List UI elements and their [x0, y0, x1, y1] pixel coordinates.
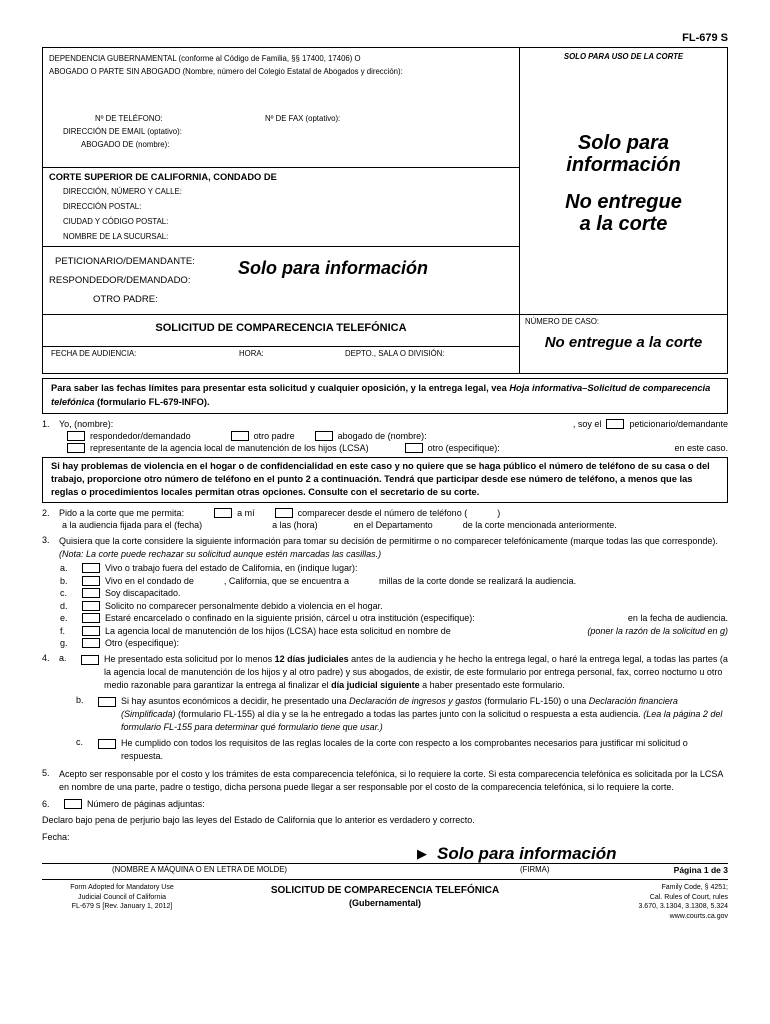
item-3-intro — [59, 535, 728, 561]
deadline-notice — [42, 378, 728, 414]
case-number-label: NÚMERO DE CASO: — [525, 317, 600, 326]
superior-court-label: CORTE SUPERIOR DE CALIFORNIA, CONDADO DE — [49, 172, 277, 182]
title-cell — [43, 315, 520, 373]
attorney-info-section — [43, 48, 519, 168]
item-3 — [42, 535, 728, 649]
item-2-intro: Pido a la corte que me permita: — [59, 507, 185, 518]
item-4a-bold2: día judicial siguiente — [331, 680, 420, 691]
item-3-number: 3. — [42, 534, 50, 545]
option-other-label: otro (especifique): — [427, 442, 500, 453]
item-4b-letter: b. — [76, 695, 84, 706]
item-3f-tail: (poner la razón de la solicitud en g) — [587, 625, 728, 636]
checkbox-lcsa-representative[interactable] — [67, 443, 85, 453]
phone-label: Nº DE TELÉFONO: — [95, 114, 163, 123]
footer-form-title: SOLICITUD DE COMPARECENCIA TELEFÓNICA — [270, 885, 500, 897]
date-row — [42, 832, 728, 842]
item-1-number: 1. — [42, 418, 50, 429]
footer-adoption-block — [42, 883, 202, 921]
checkbox-3g-other[interactable] — [82, 638, 100, 648]
footer-rules-line2: 3.670, 3.1304, 3.1308, 5.324 — [638, 903, 728, 911]
notice-form-title: Hoja informativa–Solicitud de comparecencia telefónica — [51, 383, 711, 407]
domestic-violence-warning: Si hay problemas de violencia en el hogar o de confidencialidad en este caso y no quiere que se haga público el número de teléfono de su casa o del trabajo, proporcione otro número de teléfono en el punto 2 a continuación. Tendrá que participar desde ese número de teléfono, a menos que las reglas o procedimientos locales permitan otras opciones. Consulte con el secretario de su corte. — [42, 457, 728, 503]
item-4a-letter: a. — [59, 653, 67, 664]
checkbox-appear-myself[interactable] — [214, 508, 232, 518]
item-3g-text: Otro (especifique): — [105, 638, 180, 649]
item-4b-italic2: Declaración financiera (Simplificada) — [121, 696, 678, 720]
item-3c-text: Soy discapacitado. — [105, 588, 181, 599]
checkbox-3f-lcsa-request[interactable] — [82, 626, 100, 636]
checkbox-6-attached-pages[interactable] — [64, 799, 82, 809]
item-1-tail: en este caso. — [674, 442, 728, 453]
checkbox-appear-by-phone[interactable] — [275, 508, 293, 518]
checkbox-other[interactable] — [405, 443, 423, 453]
item-3a-letter: a. — [60, 563, 68, 574]
court-use-only-label: SOLO PARA USO DE LA CORTE — [563, 52, 684, 61]
item-3d-letter: d. — [60, 600, 68, 611]
attorney-name-address-field[interactable] — [49, 78, 513, 112]
stamp-do-not-file — [520, 192, 727, 235]
form-items — [42, 419, 728, 878]
item-4c-letter: c. — [76, 737, 84, 748]
stamp-line: información — [566, 153, 681, 176]
stamp-line: Solo para — [577, 132, 670, 154]
footer-website-link[interactable]: www.courts.ca.gov — [669, 912, 728, 920]
checkbox-3d-violence[interactable] — [82, 601, 100, 611]
hearing-time-label: HORA: — [239, 349, 264, 358]
email-label: DIRECCIÓN DE EMAIL (optativo): — [63, 127, 182, 136]
item-3c-letter: c. — [60, 588, 68, 599]
item-3a-text: Vivo o trabajo fuera del estado de California, en (indique lugar): — [105, 563, 358, 574]
stamp-line: a la corte — [579, 212, 668, 235]
other-parent-label: OTRO PADRE: — [93, 294, 158, 305]
street-address-label: DIRECCIÓN, NÚMERO Y CALLE: — [63, 187, 182, 196]
declaration-section — [42, 814, 728, 827]
checkbox-3e-incarcerated[interactable] — [82, 613, 100, 623]
item-3b-text2: , California, que se encuentra a — [223, 575, 349, 586]
mailing-address-label: DIRECCIÓN POSTAL: — [63, 202, 142, 211]
item-3b-letter: b. — [60, 575, 68, 586]
hearing-date-label: FECHA DE AUDIENCIA: — [51, 349, 137, 358]
branch-name-label: NOMBRE DE LA SUCURSAL: — [63, 232, 169, 241]
attorney-heading-label: ABOGADO O PARTE SIN ABOGADO (Nombre, número del Colegio Estatal de Abogados y dirección): — [49, 67, 403, 76]
page-number: Página 1 de 3 — [673, 865, 728, 876]
item-1-intro: Yo, (nombre): — [59, 418, 114, 429]
item-6-text: Número de páginas adjuntas: — [87, 799, 205, 810]
stamp-line: No entregue — [565, 191, 682, 214]
stamp-info-only-signature: Solo para información — [437, 843, 617, 863]
caption-top — [43, 48, 727, 314]
item-4c-text: He cumplido con todos los requisitos de las reglas locales de la corte con respecto a los comprobantes necesarios para justificar mi solicitud o respuesta. — [121, 738, 688, 762]
signature-section — [42, 844, 728, 877]
petitioner-label: PETICIONARIO/DEMANDANTE: — [55, 256, 195, 267]
item-4 — [42, 653, 728, 763]
hearing-info-row — [43, 346, 519, 373]
item-4a-part2: antes de la audiencia y he hecho la entrega legal, o haré la entrega legal, a todas las partes (a la agencia local de manutención de los hijos y al otro padre) y sus abogados, de existir, de este formulario por entrega personal, fax, correo nocturno u otro medio razonable para garantizar la entrega al finalizar el — [104, 654, 728, 691]
item-4b-text — [121, 695, 728, 734]
gov-agency-label: DEPENDENCIA GUBERNAMENTAL (conforme al Código de Familia, §§ 17400, 17406) O — [49, 54, 361, 63]
perjury-declaration: Declaro bajo pena de perjurio bajo las leyes del Estado de California que lo anterior es verdadero y correcto. — [42, 815, 475, 826]
footer-rules-line1: Cal. Rules of Court, rules — [649, 893, 728, 901]
department-label: en el Departamento — [353, 519, 433, 530]
phone-fax-row — [49, 112, 513, 125]
item-3d-text: Solicito no comparecer personalmente debido a violencia en el hogar. — [105, 600, 383, 611]
date-label: Fecha: — [42, 832, 70, 843]
footer-title-block — [202, 883, 568, 921]
footer-council-line: Judicial Council of California — [78, 893, 166, 901]
checkbox-3c-disabled[interactable] — [82, 588, 100, 598]
option-other-parent-label: otro padre — [253, 430, 295, 441]
printed-name-label: (NOMBRE A MÁQUINA O EN LETRA DE MOLDE) — [112, 865, 288, 875]
form-footer — [42, 879, 728, 921]
item-1-soy-el: , soy el — [572, 418, 602, 429]
option-phone-label: comparecer desde el número de teléfono ( — [297, 507, 468, 518]
signature-stamp-row — [42, 844, 728, 863]
item-4b-italic3: (Lea la página 2 del formulario FL-155 para determinar qué formulario tiene que usar.) — [121, 709, 723, 733]
caption-title-row — [43, 314, 727, 373]
item-4b-part3: (formulario FL-155) al día y se la he entregado a todas las partes junto con la solicitud o respuesta a esta audiencia. — [175, 709, 644, 720]
caption-left-column — [43, 48, 520, 314]
party-section — [43, 247, 519, 314]
stamp-do-not-file-inline: No entregue a la corte — [544, 334, 703, 351]
item-3e-letter: e. — [60, 613, 68, 624]
item-3b-text3: millas de la corte donde se realizará la audiencia. — [378, 575, 577, 586]
item-4b-italic1: Declaración de ingresos y gastos — [349, 696, 482, 707]
checkbox-petitioner[interactable] — [606, 419, 624, 429]
item-3-intro-text: Quisiera que la corte considere la siguiente información para tomar su decisión de permitirme o no comparecer telefónicamente (marque todas las que corresponde). — [59, 535, 718, 546]
item-3e-text: Estaré encarcelado o confinado en la siguiente prisión, cárcel u otra institución (especifique): — [105, 613, 475, 624]
checkbox-4b-financial-forms[interactable] — [98, 697, 116, 707]
checkbox-3b-county[interactable] — [82, 576, 100, 586]
signature-labels-row — [42, 865, 728, 877]
checkbox-attorney-for[interactable] — [315, 431, 333, 441]
item-3f-letter: f. — [60, 625, 66, 636]
signature-label: (FIRMA) — [520, 865, 550, 875]
item-4b-part1: Si hay asuntos económicos a decidir, he presentado una — [121, 696, 350, 707]
option-petitioner-label: peticionario/demandante — [629, 418, 728, 429]
stamp-info-only-parties: Solo para información — [238, 258, 429, 278]
item-6 — [42, 799, 728, 809]
item-5 — [42, 768, 728, 794]
signature-arrow-icon: ▶ — [417, 845, 427, 861]
item-5-text: Acepto ser responsable por el costo y los trámites de esta comparecencia telefónica, si lo requiere la corte. Si esta comparecencia telefónica es solicitada por la LCSA en nombre de una parte, padre o testigo, dicha persona puede llegar a ser responsable por el costo de la comparecencia telefónica, si lo requiere la corte. — [59, 769, 723, 793]
court-info-section — [43, 168, 519, 247]
footer-form-subtitle: (Gubernamental) — [348, 898, 421, 909]
caption-table — [42, 47, 728, 374]
notice-text: Para saber las fechas límites para presentar esta solicitud y cualquier oposición, y la entrega legal, vea — [51, 383, 510, 393]
phone-close-paren: ) — [497, 507, 501, 518]
checkbox-4c-local-rules[interactable] — [98, 739, 116, 749]
item-2 — [42, 508, 728, 530]
attorney-for-label: ABOGADO DE (nombre): — [81, 140, 170, 149]
item-3e-tail: en la fecha de audiencia. — [627, 613, 728, 624]
footer-family-code: Family Code, § 4251; — [661, 884, 728, 892]
form-number: FL-679 S — [682, 32, 728, 44]
option-respondent-label: respondedor/demandado — [90, 430, 191, 441]
checkbox-4a-filed-12-days[interactable] — [81, 655, 99, 665]
item-4-number: 4. — [42, 653, 50, 664]
fax-label: Nº DE FAX (optativo): — [265, 114, 341, 123]
item-6-number: 6. — [42, 799, 50, 810]
hearing-set-for-label: a la audiencia fijada para el (fecha) — [62, 519, 203, 530]
item-4a-part1: He presentado esta solicitud por lo menos — [104, 654, 275, 665]
case-number-box[interactable] — [520, 315, 727, 373]
option-attorney-label: abogado de (nombre): — [337, 430, 427, 441]
footer-adopted-line: Form Adopted for Mandatory Use — [70, 884, 174, 892]
checkbox-other-parent[interactable] — [231, 431, 249, 441]
item-3f-text: La agencia local de manutención de los hijos (LCSA) hace esta solicitud en nombre de — [105, 625, 451, 636]
item-3b-text1: Vivo en el condado de — [105, 575, 194, 586]
signature-line[interactable] — [42, 863, 728, 864]
item-3g-letter: g. — [60, 638, 68, 649]
item-4a-text — [104, 653, 728, 692]
footer-revision-line: FL-679 S [Rev. January 1, 2012] — [71, 903, 173, 911]
at-time-label: a las (hora) — [272, 519, 318, 530]
item-5-number: 5. — [42, 768, 50, 779]
footer-authority-block — [568, 883, 728, 921]
item-3-intro-note: (Nota: La corte puede rechazar su solicitud aunque estén marcadas las casillas.) — [59, 548, 382, 559]
checkbox-respondent[interactable] — [67, 431, 85, 441]
stamp-info-only — [520, 133, 727, 176]
court-use-box — [520, 48, 727, 314]
form-title: SOLICITUD DE COMPARECENCIA TELEFÓNICA — [155, 322, 407, 334]
item-4a-bold1: 12 días judiciales — [274, 654, 349, 665]
notice-form-number: (formulario FL-679-INFO). — [94, 396, 210, 407]
city-zip-label: CIUDAD Y CÓDIGO POSTAL: — [63, 217, 169, 226]
option-a-mi-label: a mí — [237, 507, 255, 518]
hearing-dept-label: DEPTO., SALA O DIVISIÓN: — [345, 349, 445, 358]
item-1 — [42, 419, 728, 453]
item-4b-part2: (formulario FL-150) o una — [481, 696, 589, 707]
option-lcsa-label: representante de la agencia local de manutención de los hijos (LCSA) — [90, 442, 369, 453]
respondent-label: RESPONDEDOR/DEMANDADO: — [49, 275, 191, 286]
item-4a-part3: a haber presentado este formulario. — [419, 680, 565, 691]
of-court-label: de la corte mencionada anteriormente. — [462, 519, 617, 530]
checkbox-3a-out-of-state[interactable] — [82, 563, 100, 573]
item-2-number: 2. — [42, 507, 50, 518]
